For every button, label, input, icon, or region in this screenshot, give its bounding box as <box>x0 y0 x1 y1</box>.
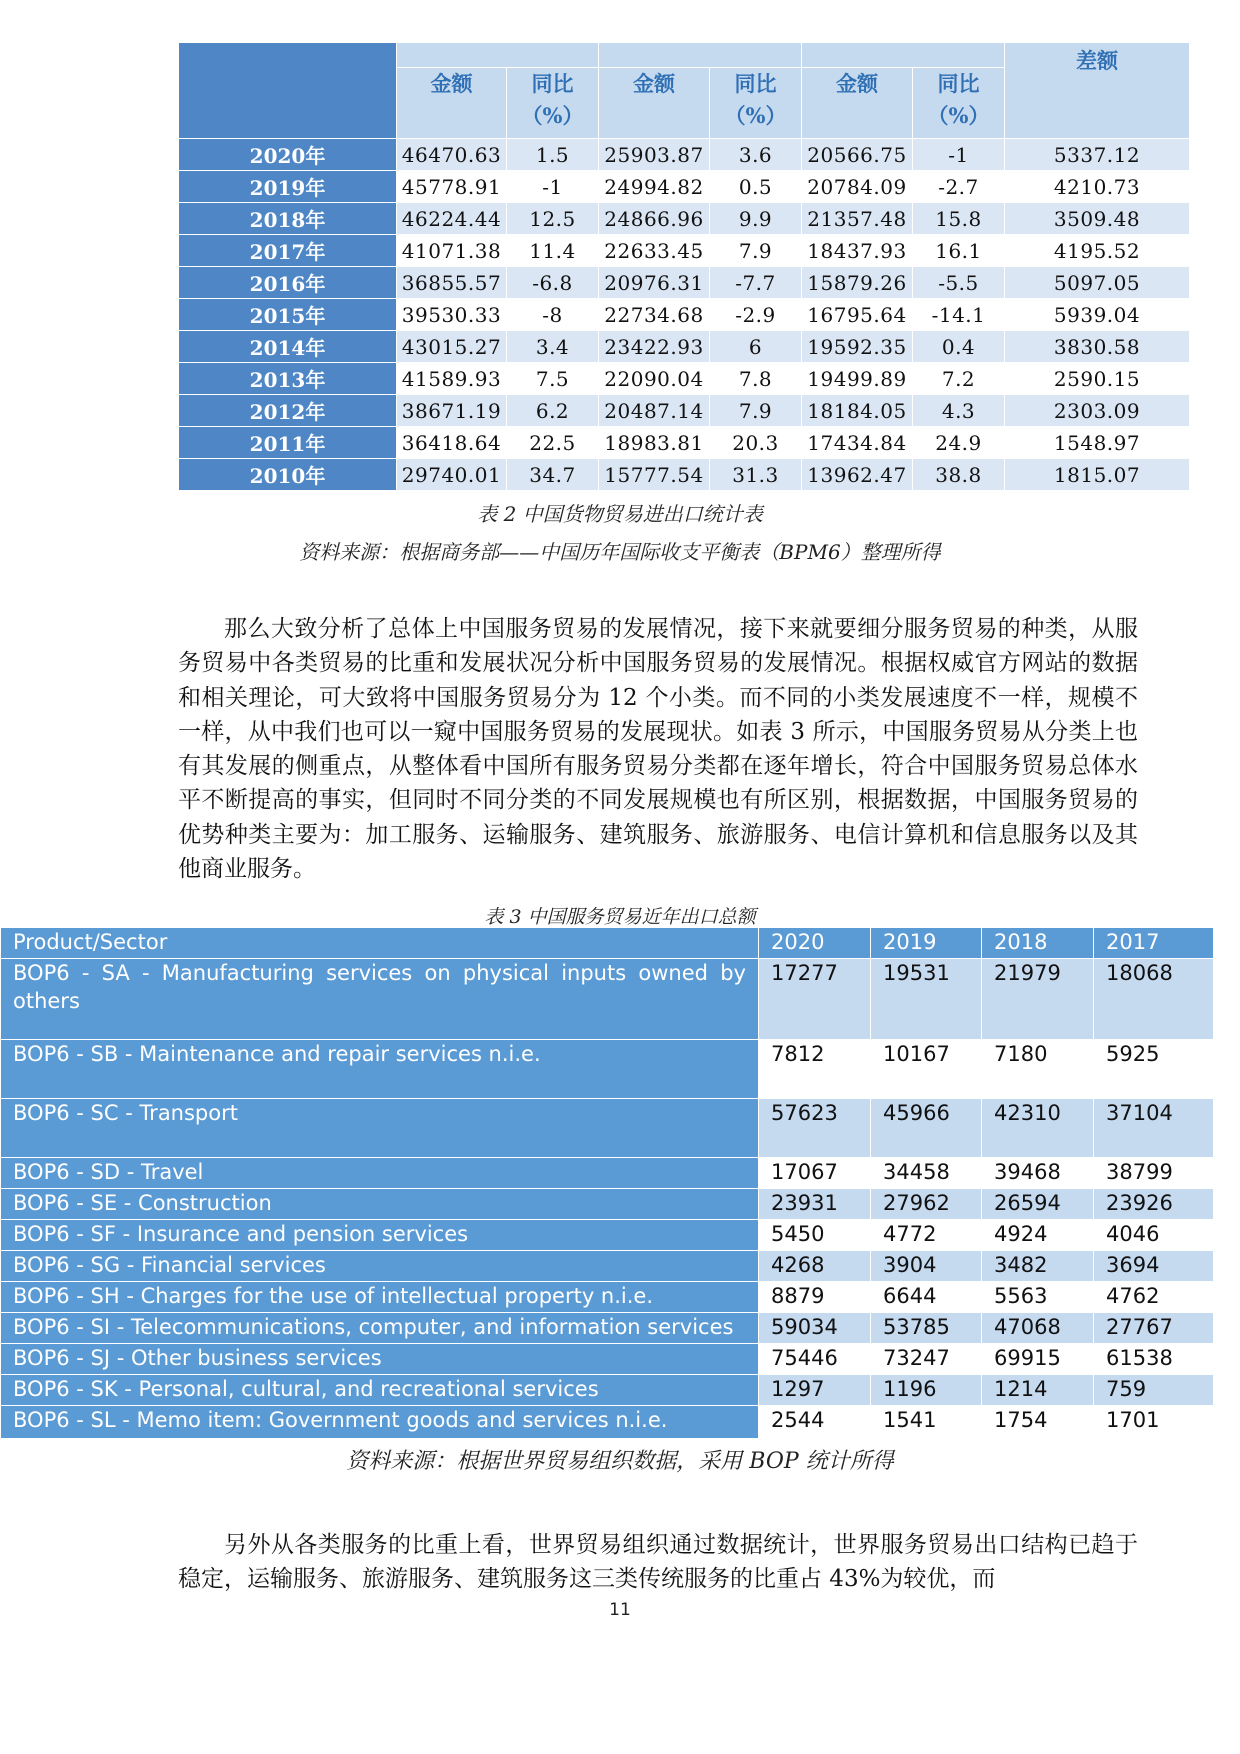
table2-row <box>179 203 1190 235</box>
table2-caption: 表 2 中国货物贸易进出口统计表 <box>477 502 763 526</box>
value-cell: 43015.27 <box>397 331 507 363</box>
table2-corner-header <box>179 43 397 139</box>
table3-year-header: 2019 <box>871 928 982 959</box>
year-cell: 2011年 <box>179 427 397 459</box>
value-cell: 13962.47 <box>802 459 913 491</box>
value-cell: 7.8 <box>710 363 802 395</box>
table3-row <box>1 1040 1214 1099</box>
value-cell: 22633.45 <box>599 235 710 267</box>
value-cell: 24866.96 <box>599 203 710 235</box>
value-cell: 20784.09 <box>802 171 913 203</box>
sector-cell: BOP6 - SH - Charges for the use of intellectual property n.i.e. <box>1 1282 759 1313</box>
table2-row <box>179 427 1190 459</box>
value-cell: 42310 <box>982 1099 1094 1158</box>
value-cell: -1 <box>913 139 1005 171</box>
sector-cell: BOP6 - SG - Financial services <box>1 1251 759 1282</box>
value-cell: 15.8 <box>913 203 1005 235</box>
value-cell: 53785 <box>871 1313 982 1344</box>
value-cell: 36855.57 <box>397 267 507 299</box>
sector-cell: BOP6 - SD - Travel <box>1 1158 759 1189</box>
value-cell: 8879 <box>759 1282 871 1313</box>
sector-cell: BOP6 - SE - Construction <box>1 1189 759 1220</box>
table2-row <box>179 235 1190 267</box>
table2-amount-header: 金额 <box>397 68 507 139</box>
value-cell: 46224.44 <box>397 203 507 235</box>
value-cell: 2544 <box>759 1406 871 1439</box>
table3-source-note: 资料来源：根据世界贸易组织数据，采用 BOP 统计所得 <box>346 1449 894 1474</box>
value-cell: 38.8 <box>913 459 1005 491</box>
value-cell: -14.1 <box>913 299 1005 331</box>
year-cell: 2017年 <box>179 235 397 267</box>
value-cell: 18068 <box>1094 959 1214 1040</box>
value-cell: 3482 <box>982 1251 1094 1282</box>
value-cell: -6.8 <box>507 267 599 299</box>
value-cell: 22.5 <box>507 427 599 459</box>
goods-trade-table <box>178 42 1190 491</box>
value-cell: 19499.89 <box>802 363 913 395</box>
sector-cell: BOP6 - SL - Memo item: Government goods and services n.i.e. <box>1 1406 759 1439</box>
value-cell: 1.5 <box>507 139 599 171</box>
value-cell: 6644 <box>871 1282 982 1313</box>
value-cell: 11.4 <box>507 235 599 267</box>
table3-caption: 表 3 中国服务贸易近年出口总额 <box>484 906 756 928</box>
value-cell: 5563 <box>982 1282 1094 1313</box>
value-cell: 9.9 <box>710 203 802 235</box>
value-cell: 57623 <box>759 1099 871 1158</box>
table3-row <box>1 1158 1214 1189</box>
value-cell: 22090.04 <box>599 363 710 395</box>
value-cell: 1541 <box>871 1406 982 1439</box>
value-cell: 31.3 <box>710 459 802 491</box>
year-cell: 2010年 <box>179 459 397 491</box>
value-cell: 5939.04 <box>1005 299 1190 331</box>
value-cell: 69915 <box>982 1344 1094 1375</box>
sector-cell: BOP6 - SA - Manufacturing services on physical inputs owned by others <box>1 959 759 1040</box>
value-cell: -5.5 <box>913 267 1005 299</box>
body-paragraph-2: 另外从各类服务的比重上看，世界贸易组织通过数据统计，世界服务贸易出口结构已趋于稳定，运输服务、旅游服务、建筑服务这三类传统服务的比重占 43%为较优，而 <box>178 1532 1138 1593</box>
services-export-table <box>0 927 1214 1439</box>
value-cell: 3904 <box>871 1251 982 1282</box>
value-cell: 4195.52 <box>1005 235 1190 267</box>
value-cell: 7.2 <box>913 363 1005 395</box>
value-cell: 17277 <box>759 959 871 1040</box>
table3-body <box>1 959 1214 1439</box>
value-cell: 20.3 <box>710 427 802 459</box>
table3-year-header: 2017 <box>1094 928 1214 959</box>
sector-cell: BOP6 - SK - Personal, cultural, and recreational services <box>1 1375 759 1406</box>
table3-row <box>1 959 1214 1040</box>
value-cell: 1754 <box>982 1406 1094 1439</box>
value-cell: -1 <box>507 171 599 203</box>
table2-row <box>179 331 1190 363</box>
value-cell: 27767 <box>1094 1313 1214 1344</box>
value-cell: 3.6 <box>710 139 802 171</box>
table2-yoy-header: 同比 （%） <box>710 68 802 139</box>
table3-row <box>1 1313 1214 1344</box>
value-cell: 16.1 <box>913 235 1005 267</box>
sector-cell: BOP6 - SB - Maintenance and repair services n.i.e. <box>1 1040 759 1099</box>
value-cell: 3694 <box>1094 1251 1214 1282</box>
value-cell: 37104 <box>1094 1099 1214 1158</box>
value-cell: 3509.48 <box>1005 203 1190 235</box>
table2-row <box>179 299 1190 331</box>
table2-row <box>179 459 1190 491</box>
value-cell: 46470.63 <box>397 139 507 171</box>
value-cell: 4.3 <box>913 395 1005 427</box>
table2-yoy-header: 同比 （%） <box>507 68 599 139</box>
value-cell: 5450 <box>759 1220 871 1251</box>
value-cell: 45778.91 <box>397 171 507 203</box>
value-cell: 21357.48 <box>802 203 913 235</box>
value-cell: 39468 <box>982 1158 1094 1189</box>
value-cell: 2590.15 <box>1005 363 1190 395</box>
value-cell: 1196 <box>871 1375 982 1406</box>
value-cell: 36418.64 <box>397 427 507 459</box>
value-cell: -2.7 <box>913 171 1005 203</box>
table3-row <box>1 1406 1214 1439</box>
value-cell: 38799 <box>1094 1158 1214 1189</box>
year-cell: 2020年 <box>179 139 397 171</box>
value-cell: 5337.12 <box>1005 139 1190 171</box>
value-cell: 38671.19 <box>397 395 507 427</box>
year-cell: 2018年 <box>179 203 397 235</box>
value-cell: 6 <box>710 331 802 363</box>
value-cell: 16795.64 <box>802 299 913 331</box>
value-cell: 73247 <box>871 1344 982 1375</box>
table2-group-header <box>397 43 599 68</box>
value-cell: 15879.26 <box>802 267 913 299</box>
value-cell: 15777.54 <box>599 459 710 491</box>
value-cell: 7812 <box>759 1040 871 1099</box>
value-cell: 7180 <box>982 1040 1094 1099</box>
value-cell: -2.9 <box>710 299 802 331</box>
value-cell: 1214 <box>982 1375 1094 1406</box>
table2-source-note: 资料来源：根据商务部——中国历年国际收支平衡表（BPM6）整理所得 <box>299 540 941 564</box>
table2-header-row-1 <box>179 43 1190 68</box>
sector-cell: BOP6 - SF - Insurance and pension services <box>1 1220 759 1251</box>
value-cell: 5097.05 <box>1005 267 1190 299</box>
table2-row <box>179 171 1190 203</box>
value-cell: -8 <box>507 299 599 331</box>
value-cell: 24.9 <box>913 427 1005 459</box>
value-cell: 23926 <box>1094 1189 1214 1220</box>
year-cell: 2014年 <box>179 331 397 363</box>
value-cell: 4772 <box>871 1220 982 1251</box>
value-cell: 1297 <box>759 1375 871 1406</box>
value-cell: 24994.82 <box>599 171 710 203</box>
value-cell: 4210.73 <box>1005 171 1190 203</box>
value-cell: 39530.33 <box>397 299 507 331</box>
year-cell: 2013年 <box>179 363 397 395</box>
year-cell: 2012年 <box>179 395 397 427</box>
year-cell: 2015年 <box>179 299 397 331</box>
value-cell: 20976.31 <box>599 267 710 299</box>
table2-group-header <box>802 43 1005 68</box>
value-cell: 34458 <box>871 1158 982 1189</box>
table3-row <box>1 1282 1214 1313</box>
value-cell: 25903.87 <box>599 139 710 171</box>
value-cell: 18437.93 <box>802 235 913 267</box>
value-cell: 10167 <box>871 1040 982 1099</box>
table2-row <box>179 139 1190 171</box>
table3-row <box>1 1344 1214 1375</box>
value-cell: 3.4 <box>507 331 599 363</box>
value-cell: 4924 <box>982 1220 1094 1251</box>
table2-row <box>179 267 1190 299</box>
value-cell: 29740.01 <box>397 459 507 491</box>
table2-amount-header: 金额 <box>802 68 913 139</box>
value-cell: 1701 <box>1094 1406 1214 1439</box>
value-cell: 2303.09 <box>1005 395 1190 427</box>
value-cell: 47068 <box>982 1313 1094 1344</box>
value-cell: 20566.75 <box>802 139 913 171</box>
value-cell: 41071.38 <box>397 235 507 267</box>
value-cell: 41589.93 <box>397 363 507 395</box>
table3-row <box>1 1189 1214 1220</box>
value-cell: 1815.07 <box>1005 459 1190 491</box>
value-cell: -7.7 <box>710 267 802 299</box>
year-cell: 2019年 <box>179 171 397 203</box>
value-cell: 17434.84 <box>802 427 913 459</box>
value-cell: 59034 <box>759 1313 871 1344</box>
body-paragraph: 那么大致分析了总体上中国服务贸易的发展情况，接下来就要细分服务贸易的种类，从服务贸易中各类贸易的比重和发展状况分析中国服务贸易的发展情况。根据权威官方网站的数据和相关理论，可大致将中国服务贸易分为 12 个小类。而不同的小类发展速度不一样，规模不一样，从中我们也可以一窥中国服务贸易的发展现状。如表 3 所示，中国服务贸易从分类上也有其发展的侧重点，从整体看中国所有服务贸易分类都在逐年增长，符合中国服务贸易总体水平不断提高的事实，但同时不同分类的不同发展规模也有所区别，根据数据，中国服务贸易的优势种类主要为：加工服务、运输服务、建筑服务、旅游服务、电信计算机和信息服务以及其他商业服务。 <box>178 616 1138 883</box>
value-cell: 23422.93 <box>599 331 710 363</box>
value-cell: 3830.58 <box>1005 331 1190 363</box>
value-cell: 18184.05 <box>802 395 913 427</box>
table2-group-header <box>599 43 802 68</box>
value-cell: 6.2 <box>507 395 599 427</box>
value-cell: 7.9 <box>710 235 802 267</box>
value-cell: 5925 <box>1094 1040 1214 1099</box>
value-cell: 26594 <box>982 1189 1094 1220</box>
value-cell: 4046 <box>1094 1220 1214 1251</box>
table3-row <box>1 1251 1214 1282</box>
table2-row <box>179 363 1190 395</box>
table3-sector-header: Product/Sector <box>1 928 759 959</box>
value-cell: 0.5 <box>710 171 802 203</box>
sector-cell: BOP6 - SI - Telecommunications, computer, and information services <box>1 1313 759 1344</box>
value-cell: 4762 <box>1094 1282 1214 1313</box>
value-cell: 7.5 <box>507 363 599 395</box>
value-cell: 75446 <box>759 1344 871 1375</box>
table3-row <box>1 1375 1214 1406</box>
value-cell: 17067 <box>759 1158 871 1189</box>
table3-year-header: 2018 <box>982 928 1094 959</box>
value-cell: 34.7 <box>507 459 599 491</box>
table3-year-header: 2020 <box>759 928 871 959</box>
value-cell: 759 <box>1094 1375 1214 1406</box>
year-cell: 2016年 <box>179 267 397 299</box>
value-cell: 22734.68 <box>599 299 710 331</box>
sector-cell: BOP6 - SC - Transport <box>1 1099 759 1158</box>
value-cell: 4268 <box>759 1251 871 1282</box>
table2-row <box>179 395 1190 427</box>
value-cell: 1548.97 <box>1005 427 1190 459</box>
value-cell: 21979 <box>982 959 1094 1040</box>
value-cell: 23931 <box>759 1189 871 1220</box>
value-cell: 7.9 <box>710 395 802 427</box>
table3-row <box>1 1099 1214 1158</box>
page-number: 11 <box>609 1600 631 1620</box>
value-cell: 19592.35 <box>802 331 913 363</box>
table3-header-row <box>1 928 1214 959</box>
table3-row <box>1 1220 1214 1251</box>
table2-diff-header: 差额 <box>1005 43 1190 139</box>
value-cell: 0.4 <box>913 331 1005 363</box>
value-cell: 27962 <box>871 1189 982 1220</box>
value-cell: 18983.81 <box>599 427 710 459</box>
sector-cell: BOP6 - SJ - Other business services <box>1 1344 759 1375</box>
value-cell: 12.5 <box>507 203 599 235</box>
value-cell: 20487.14 <box>599 395 710 427</box>
value-cell: 61538 <box>1094 1344 1214 1375</box>
value-cell: 45966 <box>871 1099 982 1158</box>
table2-body <box>179 139 1190 491</box>
table2-amount-header: 金额 <box>599 68 710 139</box>
value-cell: 19531 <box>871 959 982 1040</box>
table2-yoy-header: 同比 （%） <box>913 68 1005 139</box>
